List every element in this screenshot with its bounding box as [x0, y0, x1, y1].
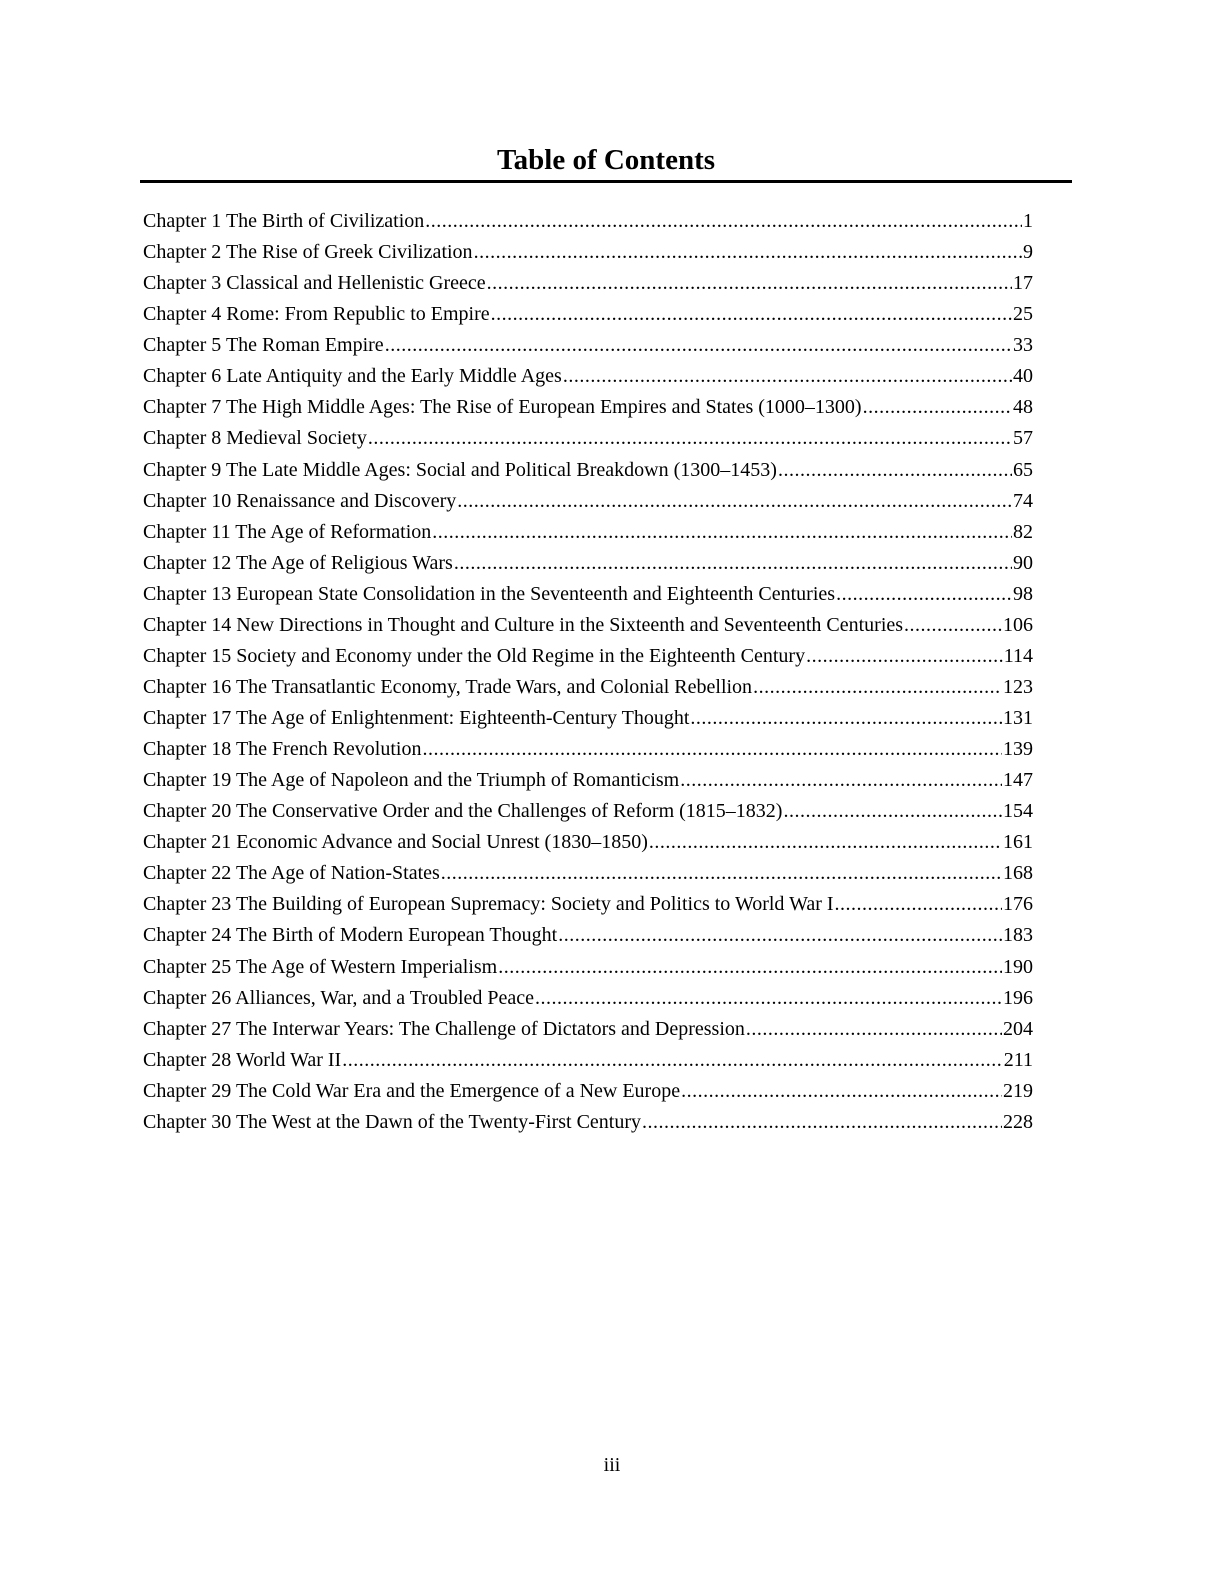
toc-dot-leader: [535, 983, 1002, 1014]
toc-entry-page: 57: [1013, 427, 1033, 450]
toc-entry-page: 9: [1023, 241, 1033, 264]
toc-entry-page: 183: [1003, 924, 1033, 947]
toc-entry[interactable]: [143, 361, 1033, 392]
toc-entry-page: 106: [1003, 613, 1033, 636]
toc-dot-leader: [441, 858, 1002, 889]
toc-entry-title: Chapter 12 The Age of Religious Wars: [143, 551, 453, 574]
toc-entry-page: 196: [1003, 986, 1033, 1009]
toc-entry-title: Chapter 13 European State Consolidation in the Seventeenth and Eighteenth Centuries: [143, 582, 836, 605]
toc-entry[interactable]: [143, 765, 1033, 796]
toc-entry-page: 176: [1003, 893, 1033, 916]
toc-dot-leader: [457, 486, 1012, 517]
toc-dot-leader: [806, 641, 1003, 672]
toc-entry-title: Chapter 4 Rome: From Republic to Empire: [143, 303, 490, 326]
toc-dot-leader: [680, 765, 1002, 796]
toc-entry[interactable]: [143, 330, 1033, 361]
toc-entry[interactable]: [143, 548, 1033, 579]
toc-entry-title: Chapter 11 The Age of Reformation: [143, 520, 432, 543]
toc-dot-leader: [863, 392, 1012, 423]
toc-entry[interactable]: [143, 486, 1033, 517]
toc-entry-page: 98: [1013, 582, 1033, 605]
toc-entry-title: Chapter 21 Economic Advance and Social Unrest (1830–1850): [143, 831, 648, 854]
toc-entry-title: Chapter 30 The West at the Dawn of the Twenty-First Century: [143, 1110, 642, 1133]
toc-entry[interactable]: [143, 1014, 1033, 1045]
toc-entry-title: Chapter 23 The Building of European Supremacy: Society and Politics to World War I: [143, 893, 834, 916]
toc-entry-page: 114: [1003, 644, 1033, 667]
toc-entry-page: 161: [1003, 831, 1033, 854]
toc-entry[interactable]: [143, 641, 1033, 672]
toc-entry-title: Chapter 10 Renaissance and Discovery: [143, 489, 457, 512]
toc-entry-page: 139: [1003, 738, 1033, 761]
page-title: Table of Contents: [496, 144, 716, 176]
toc-entry-page: 219: [1003, 1079, 1033, 1102]
toc-entry[interactable]: [143, 206, 1033, 237]
toc-dot-leader: [487, 268, 1012, 299]
toc-dot-leader: [498, 952, 1002, 983]
toc-entry[interactable]: [143, 734, 1033, 765]
toc-entry[interactable]: [143, 827, 1033, 858]
toc-dot-leader: [432, 517, 1012, 548]
toc-entry-page: 147: [1003, 769, 1033, 792]
toc-entry-page: 190: [1003, 955, 1033, 978]
toc-entry-title: Chapter 3 Classical and Hellenistic Greece: [143, 272, 486, 295]
toc-entry-page: 17: [1013, 272, 1033, 295]
toc-entry-page: 25: [1013, 303, 1033, 326]
toc-entry-title: Chapter 16 The Transatlantic Economy, Trade Wars, and Colonial Rebellion: [143, 675, 753, 698]
toc-entry-title: Chapter 19 The Age of Napoleon and the Triumph of Romanticism: [143, 769, 680, 792]
toc-entry[interactable]: [143, 889, 1033, 920]
toc-dot-leader: [746, 1014, 1002, 1045]
toc-entry[interactable]: [143, 1076, 1033, 1107]
toc-dot-leader: [474, 237, 1022, 268]
toc-dot-leader: [835, 889, 1002, 920]
title-underline-rule: [140, 180, 1072, 183]
toc-entry-page: 90: [1013, 551, 1033, 574]
toc-entry-page: 48: [1013, 396, 1033, 419]
toc-entry[interactable]: [143, 858, 1033, 889]
toc-dot-leader: [342, 1045, 1003, 1076]
toc-dot-leader: [563, 361, 1012, 392]
toc-entry[interactable]: [143, 1045, 1033, 1076]
toc-entry-page: 40: [1013, 365, 1033, 388]
toc-entry-title: Chapter 24 The Birth of Modern European Thought: [143, 924, 558, 947]
toc-entry-title: Chapter 29 The Cold War Era and the Emergence of a New Europe: [143, 1079, 681, 1102]
toc-dot-leader: [642, 1107, 1002, 1138]
toc-entry[interactable]: [143, 983, 1033, 1014]
toc-entry[interactable]: [143, 703, 1033, 734]
toc-entry-title: Chapter 22 The Age of Nation-States: [143, 862, 440, 885]
toc-entry-page: 74: [1013, 489, 1033, 512]
toc-entry-page: 211: [1003, 1048, 1033, 1071]
toc-dot-leader: [690, 703, 1002, 734]
toc-dot-leader: [649, 827, 1002, 858]
toc-entry-title: Chapter 25 The Age of Western Imperialism: [143, 955, 498, 978]
toc-entry-title: Chapter 15 Society and Economy under the Old Regime in the Eighteenth Century: [143, 644, 806, 667]
toc-entry[interactable]: [143, 299, 1033, 330]
toc-entry[interactable]: [143, 796, 1033, 827]
toc-dot-leader: [836, 579, 1012, 610]
toc-entry-page: 33: [1013, 334, 1033, 357]
toc-dot-leader: [491, 299, 1012, 330]
toc-entry-page: 228: [1003, 1110, 1033, 1133]
toc-dot-leader: [558, 920, 1002, 951]
toc-entry[interactable]: [143, 392, 1033, 423]
toc-dot-leader: [368, 423, 1012, 454]
toc-entry-title: Chapter 14 New Directions in Thought and Culture in the Sixteenth and Seventeenth Centuries: [143, 613, 904, 636]
toc-entry-title: Chapter 5 The Roman Empire: [143, 334, 384, 357]
toc-entry-title: Chapter 27 The Interwar Years: The Challenge of Dictators and Depression: [143, 1017, 745, 1040]
toc-entry-title: Chapter 2 The Rise of Greek Civilization: [143, 241, 473, 264]
toc-entry-page: 82: [1013, 520, 1033, 543]
toc-entry-title: Chapter 6 Late Antiquity and the Early Middle Ages: [143, 365, 562, 388]
toc-entry-title: Chapter 26 Alliances, War, and a Troubled Peace: [143, 986, 535, 1009]
toc-entry[interactable]: [143, 268, 1033, 299]
toc-entry-page: 204: [1003, 1017, 1033, 1040]
toc-entry-page: 168: [1003, 862, 1033, 885]
page-number: iii: [603, 1454, 621, 1476]
toc-entry[interactable]: [143, 517, 1033, 548]
toc-entry[interactable]: [143, 579, 1033, 610]
toc-entry[interactable]: [143, 672, 1033, 703]
toc-entry-title: Chapter 1 The Birth of Civilization: [143, 210, 425, 232]
toc-entry-title: Chapter 7 The High Middle Ages: The Rise of European Empires and States (1000–1300): [143, 396, 862, 419]
toc-dot-leader: [753, 672, 1002, 703]
toc-entry[interactable]: [143, 237, 1033, 268]
toc-dot-leader: [904, 610, 1002, 641]
toc-dot-leader: [422, 734, 1002, 765]
toc-entry[interactable]: [143, 952, 1033, 983]
toc-entry-title: Chapter 8 Medieval Society: [143, 427, 367, 450]
toc-dot-leader: [425, 206, 1022, 237]
toc-entry-page: 123: [1003, 675, 1033, 698]
toc-entry-title: Chapter 28 World War II: [143, 1048, 342, 1071]
toc-list: [143, 206, 1033, 1138]
toc-dot-leader: [783, 796, 1002, 827]
toc-entry[interactable]: [143, 920, 1033, 951]
toc-entry-page: 1: [1023, 210, 1033, 232]
toc-entry[interactable]: [143, 423, 1033, 454]
toc-entry[interactable]: [143, 610, 1033, 641]
toc-entry-title: Chapter 18 The French Revolution: [143, 738, 422, 761]
toc-dot-leader: [385, 330, 1012, 361]
toc-dot-leader: [454, 548, 1012, 579]
toc-entry-page: 154: [1003, 800, 1033, 823]
toc-entry-title: Chapter 9 The Late Middle Ages: Social and Political Breakdown (1300–1453): [143, 458, 777, 481]
toc-entry-title: Chapter 20 The Conservative Order and the Challenges of Reform (1815–1832): [143, 800, 783, 823]
toc-entry-title: Chapter 17 The Age of Enlightenment: Eighteenth-Century Thought: [143, 707, 690, 729]
toc-dot-leader: [681, 1076, 1002, 1107]
toc-entry[interactable]: [143, 455, 1033, 486]
toc-dot-leader: [778, 455, 1012, 486]
toc-entry[interactable]: [143, 1107, 1033, 1138]
toc-entry-page: 65: [1013, 458, 1033, 481]
toc-entry-page: 131: [1003, 707, 1033, 729]
